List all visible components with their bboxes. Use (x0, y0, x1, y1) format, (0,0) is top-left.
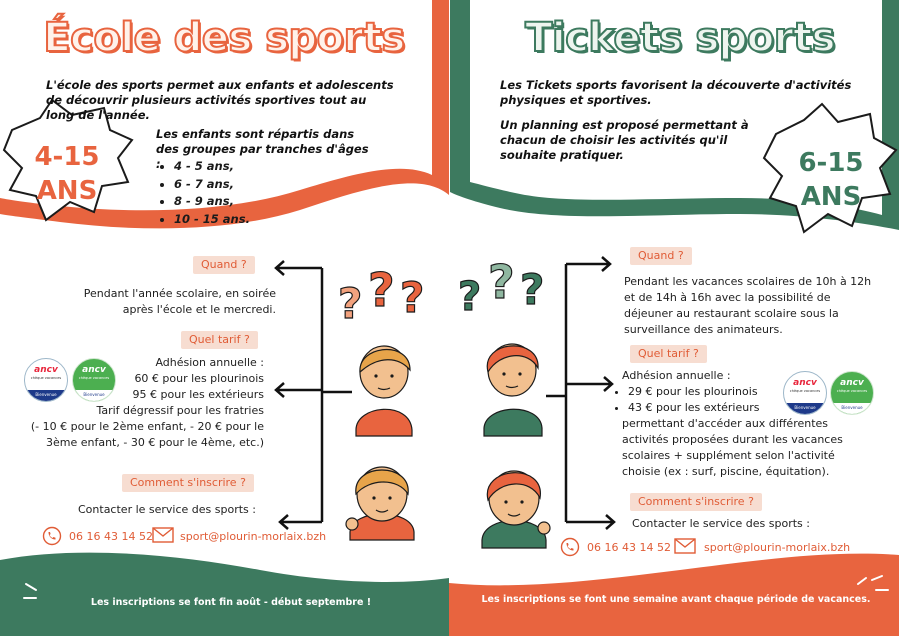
text-line: 95 € pour les extérieurs (132, 388, 264, 401)
text-line: scolaires + supplément selon l'activité (622, 449, 835, 462)
ancv-logo: ancv (840, 378, 864, 388)
right-intro-2: Un planning est proposé permettant à chacun de choisir les activités qu'il souhaite pratiquer. (500, 118, 749, 162)
text-line: permettant d'accéder aux différentes (622, 417, 829, 430)
ancv-logo: ancv (34, 365, 58, 375)
right-footer: Les inscriptions se font une semaine avant chaque période de vacances. (481, 594, 871, 605)
ancv-band: Bienvenue (73, 390, 115, 401)
phone-icon (42, 526, 62, 546)
text-line: Pendant les vacances scolaires de 10h à 12h (624, 275, 872, 288)
right-phone[interactable]: 06 16 43 14 52 (587, 541, 671, 554)
text-line: (- 10 € pour le 2ème enfant, - 20 € pour le (30, 420, 264, 433)
svg-text:?: ? (520, 265, 545, 314)
text-line: 3ème enfant, - 30 € pour le 4ème, etc.) (45, 436, 264, 449)
ancv-logo: ancv (793, 378, 817, 388)
text-line: 60 € pour les plourinois (134, 372, 264, 385)
list-item: • 29 € pour les plourinois (628, 384, 804, 400)
text-line: Pendant l'année scolaire, en soirée (83, 287, 276, 300)
ancv-band: Bienvenue (831, 403, 873, 414)
svg-text:?: ? (458, 274, 482, 320)
ancv-sub: chèque vacances (789, 389, 821, 393)
left-when-text (40, 286, 276, 318)
right-price-label: Quel tarif ? (630, 345, 707, 363)
left-signup-text: Contacter le service des sports : (78, 503, 256, 516)
list-item: • 8 - 9 ans, (174, 193, 316, 211)
left-bottom-panel (0, 553, 449, 636)
left-title: École des sports (43, 15, 405, 61)
envelope-icon (674, 537, 696, 555)
text-line: activités proposées durant les vacances (622, 433, 843, 446)
person-icon-right-top (484, 344, 542, 436)
right-price-list (604, 384, 804, 416)
right-when-text (624, 274, 890, 338)
ancv-sub: chèque vacances (78, 376, 110, 380)
left-phone[interactable]: 06 16 43 14 52 (69, 530, 153, 543)
ancv-sport-badge (830, 371, 874, 415)
text-line: après l'école et le mercredi. (122, 303, 276, 316)
right-age-badge (786, 146, 876, 214)
left-price-label: Quel tarif ? (181, 331, 258, 349)
text-line: Adhésion annuelle : (155, 356, 264, 369)
envelope-icon (152, 526, 174, 544)
question-marks-icon-right (458, 255, 544, 320)
list-item: • 43 € pour les extérieurs (628, 400, 804, 416)
list-item: • 4 - 5 ans, (174, 158, 316, 176)
left-groups-list (156, 158, 316, 228)
right-email[interactable]: sport@plourin-morlaix.bzh (704, 541, 851, 554)
left-signup-label: Comment s'inscrire ? (122, 474, 254, 492)
left-intro: L'école des sports permet aux enfants et adolescents de découvrir plusieurs activités sportives tout au long de l'année. (46, 78, 394, 122)
right-price-intro: Adhésion annuelle : (622, 369, 731, 382)
ancv-sub: chèque vacances (30, 376, 62, 380)
right-signup-text: Contacter le service des sports : (632, 517, 810, 530)
right-intro-1: Les Tickets sports favorisent la découverte d'activités physiques et sportives. (500, 78, 852, 107)
list-item: • 6 - 7 ans, (174, 176, 316, 194)
text-line: surveillance des animateurs. (624, 323, 783, 336)
age-unit: ANS (800, 182, 862, 212)
age-range: 6-15 (798, 148, 864, 178)
text-line: et de 14h à 16h avec la possibilité de (624, 291, 831, 304)
ancv-logo: ancv (82, 365, 106, 375)
person-icon-left-top (356, 346, 412, 436)
list-item: • 10 - 15 ans. (174, 211, 316, 229)
left-footer: Les inscriptions se font fin août - début septembre ! (90, 597, 372, 608)
text-line: Tarif dégressif pour les fratries (96, 404, 264, 417)
question-marks-icon-left (338, 263, 424, 328)
ancv-badge (24, 358, 68, 402)
text-line: choisie (ex : surf, piscine, équitation). (622, 465, 830, 478)
ancv-band: Bienvenue (25, 390, 67, 401)
text-line: déjeuner au restaurant scolaire sous la (624, 307, 839, 320)
svg-text:?: ? (488, 255, 515, 309)
age-range: 4-15 (34, 142, 100, 172)
person-icon-left-bottom (346, 467, 414, 540)
right-title: Tickets sports (525, 15, 835, 61)
left-age-badge (22, 140, 112, 208)
ancv-sub: chèque vacances (836, 389, 868, 393)
left-when-label: Quand ? (193, 256, 255, 274)
ancv-sport-badge (72, 358, 116, 402)
ancv-badge (783, 371, 827, 415)
left-groups-intro: Les enfants sont répartis dans des groupes par tranches d'âges : (156, 127, 369, 171)
svg-text:?: ? (338, 279, 363, 328)
right-signup-label: Comment s'inscrire ? (630, 493, 762, 511)
age-unit: ANS (36, 176, 98, 206)
phone-icon (560, 537, 580, 557)
left-email[interactable]: sport@plourin-morlaix.bzh (180, 530, 327, 543)
right-when-label: Quand ? (630, 247, 692, 265)
right-price-text (622, 416, 882, 480)
svg-text:?: ? (368, 263, 395, 317)
svg-text:?: ? (400, 273, 425, 322)
person-icon-right-bottom (482, 471, 550, 548)
ancv-band: Bienvenue (784, 403, 826, 414)
